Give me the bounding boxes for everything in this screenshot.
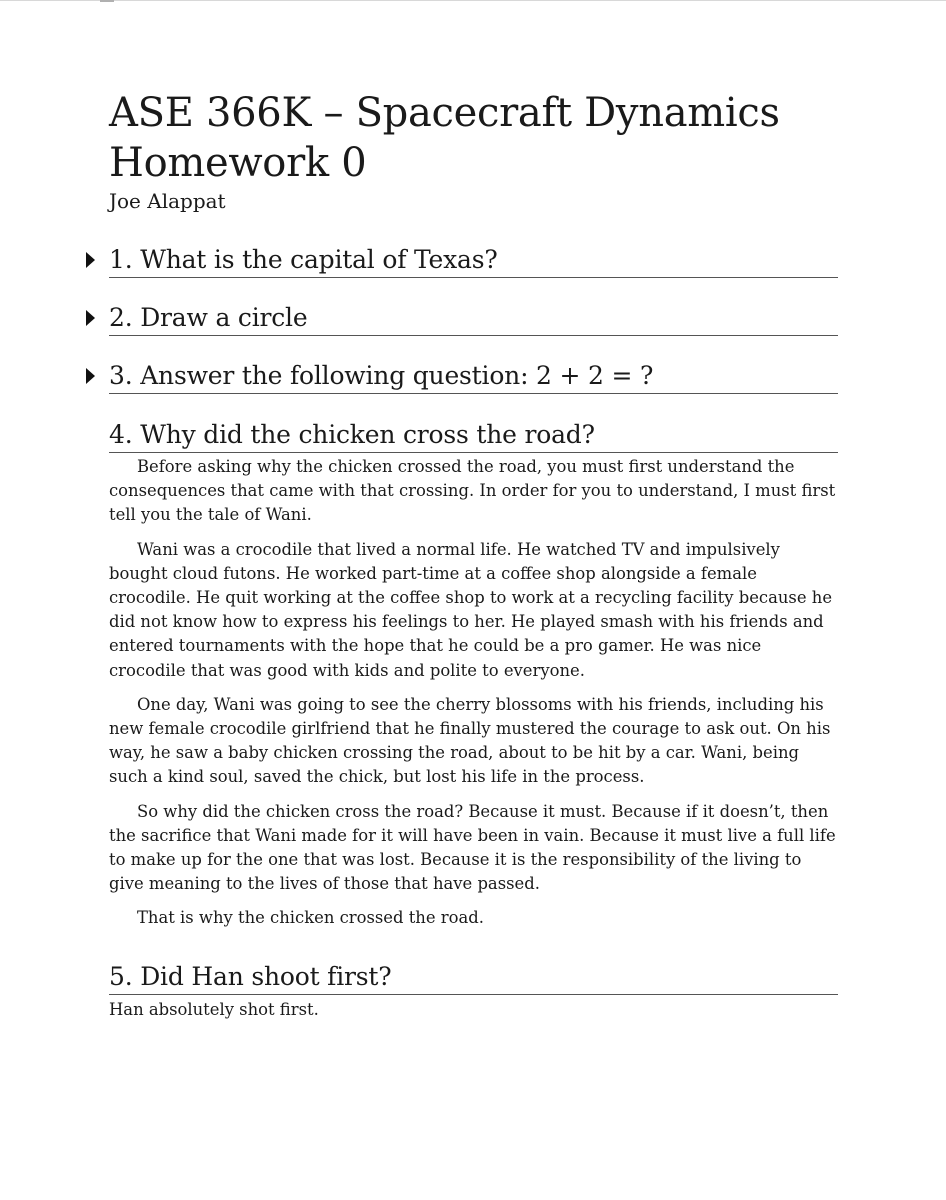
section-1-title: 1. What is the capital of Texas? [109,245,498,274]
paragraph: Before asking why the chicken crossed the road, you must first understand the consequences that came with that crossing. In order for you to understand, I must first tell you the tale of Wani. [109,457,836,525]
document-title [109,88,838,188]
expand-caret-icon[interactable] [86,368,95,384]
top-border [0,0,946,1]
section-2-header[interactable] [109,302,838,336]
section-4 [109,419,838,931]
expand-caret-icon[interactable] [86,252,95,268]
section-4-title: 4. Why did the chicken cross the road? [109,420,595,449]
section-5 [109,961,838,1022]
section-5-answer: Han absolutely shot first. [109,999,319,1019]
paragraph: One day, Wani was going to see the cherry blossoms with his friends, including his new female crocodile girlfriend that he finally mustered the courage to ask out. On his way, he saw a baby chicken crossing the road, about to be hit by a car. Wani, being such a kind soul, saved the chick, but lost his life in the process. [109,694,831,787]
paragraph: So why did the chicken cross the road? Because it must. Because if it doesn’t, then the sacrifice that Wani made for it will have been in vain. Because it must live a full life to make up for the one that was lost. Because it is the responsibility of the living to give meaning to the lives of those that have passed. [109,801,836,894]
title-line-2: Homework 0 [109,140,367,186]
title-line-1: ASE 366K – Spacecraft Dynamics [109,90,780,136]
expand-caret-icon[interactable] [86,310,95,326]
section-5-title: 5. Did Han shoot first? [109,961,392,991]
document-author: Joe Alappat [109,189,226,213]
section-3 [109,360,838,394]
section-4-header[interactable] [109,419,838,453]
paragraph: That is why the chicken crossed the road. [137,908,484,928]
section-5-header[interactable] [109,961,838,995]
section-3-title: 3. Answer the following question: 2 + 2 = ? [109,361,654,390]
section-4-body [109,455,838,931]
paragraph: Wani was a crocodile that lived a normal life. He watched TV and impulsively bought cloud futons. He worked part-time at a coffee shop alongside a female crocodile. He quit working at the coffee shop to work at a recycling facility because he did not know how to express his feelings to her. He played smash with his friends and entered tournaments with the hope that he could be a pro gamer. He was nice crocodile that was good with kids and polite to everyone. [109,539,833,680]
section-3-header[interactable] [109,360,838,394]
section-1 [109,244,838,278]
top-mark [100,0,114,2]
section-2-title: 2. Draw a circle [109,303,308,332]
document-page [109,88,838,1022]
section-1-header[interactable] [109,244,838,278]
section-2 [109,302,838,336]
